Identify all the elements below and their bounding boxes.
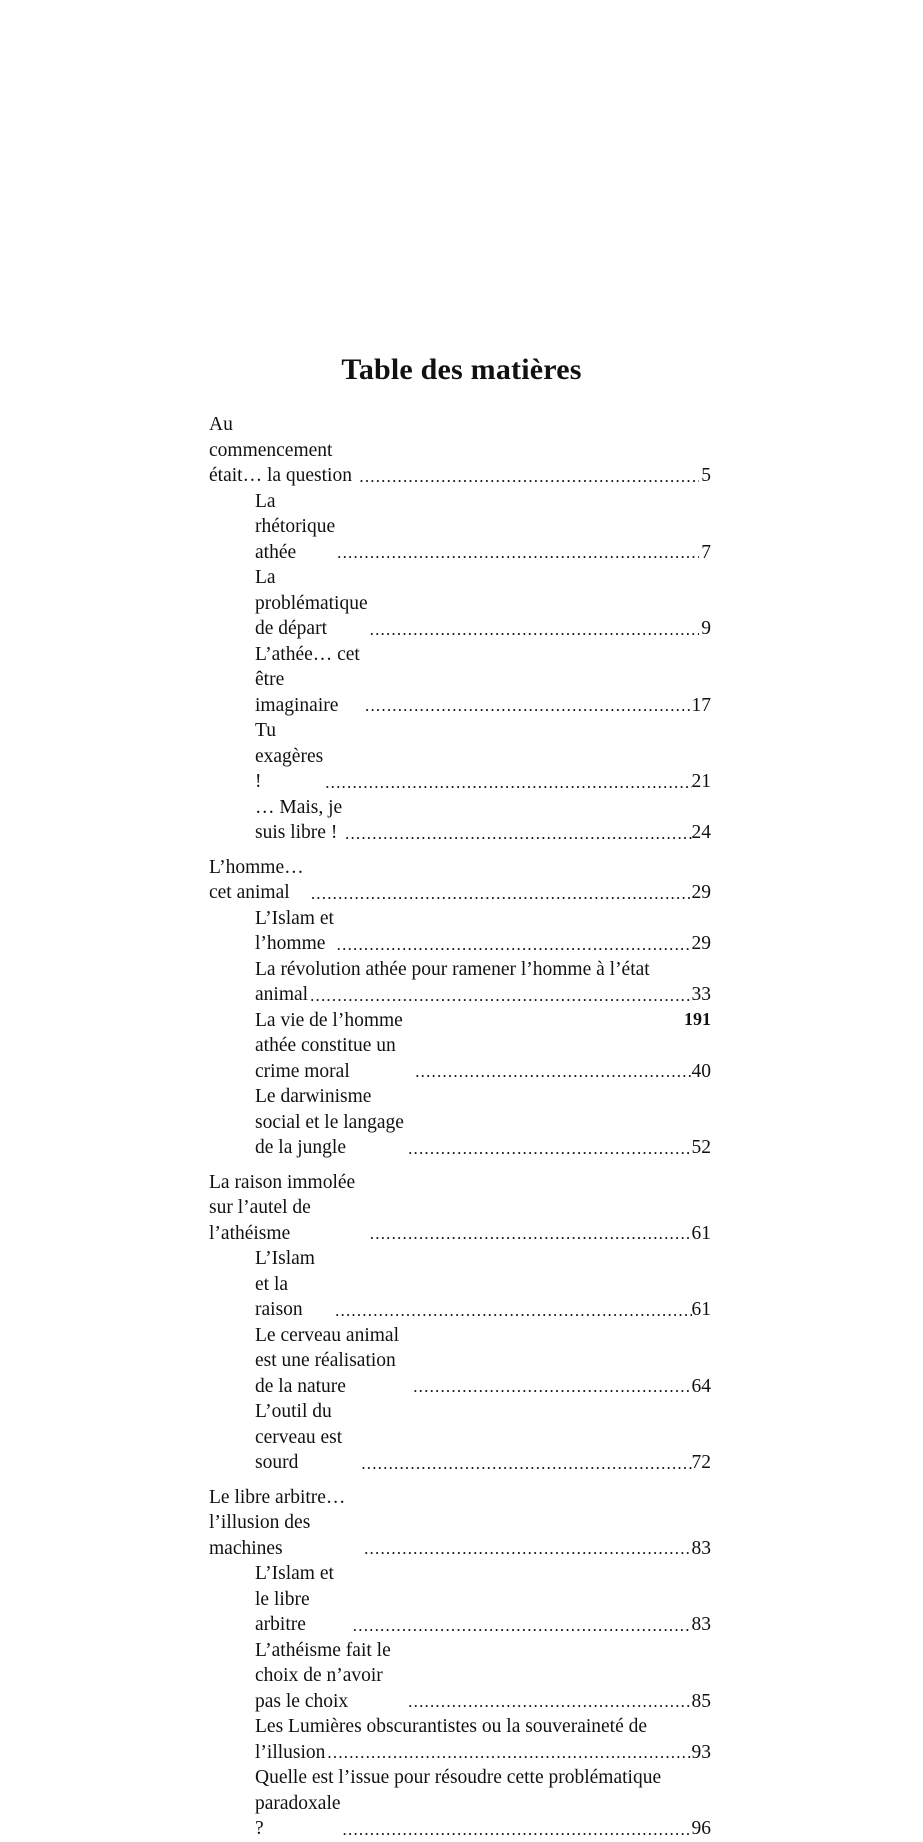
toc-entry-label: Le darwinisme social et le langage de la jungle: [255, 1086, 404, 1158]
toc-entry-label: … Mais, je suis libre !: [255, 796, 343, 843]
dot-leader: [335, 1302, 691, 1319]
toc-entry-label: L’outil du cerveau est sourd: [255, 1401, 343, 1473]
toc-entry-label-cont: animal: [255, 984, 309, 1005]
toc-entry-label: L’Islam et la raison: [255, 1248, 315, 1320]
page-number: 191: [684, 1009, 711, 1029]
dot-leader: [311, 885, 692, 902]
toc-entry-page: 29: [691, 882, 711, 903]
toc-entry[interactable]: [209, 906, 711, 957]
toc-entry-label: La révolution athée pour ramener l’homme à l’état: [255, 958, 650, 980]
toc-entry-page: 61: [691, 1222, 711, 1244]
toc-entry[interactable]: [209, 412, 711, 489]
toc-entry[interactable]: [209, 1170, 711, 1247]
toc-entry-page: 33: [691, 984, 711, 1005]
dot-leader: [370, 1225, 692, 1242]
dot-leader: [370, 621, 699, 638]
toc-entry[interactable]: [209, 1084, 711, 1161]
toc-entry-page: 96: [691, 1818, 711, 1839]
toc-entry-label: L’Islam et le libre arbitre: [255, 1563, 334, 1635]
dot-leader: [361, 1455, 691, 1472]
toc-entry-page: 5: [701, 465, 711, 486]
toc-entry[interactable]: [209, 1323, 711, 1400]
dot-leader: [359, 468, 699, 485]
toc-entry[interactable]: [209, 1399, 711, 1476]
toc-entry-page: 7: [701, 541, 711, 563]
toc-entry-page: 64: [691, 1375, 711, 1397]
toc-entry-label: La rhétorique athée: [255, 490, 336, 563]
dot-leader: [364, 1540, 691, 1557]
dot-leader: [365, 697, 691, 714]
toc-entry-label: Le cerveau animal est une réalisation de la nature: [255, 1324, 399, 1397]
toc-entry[interactable]: [209, 1638, 711, 1715]
toc-entry-label: La raison immolée sur l’autel de l’athéisme: [209, 1171, 356, 1244]
toc-entry[interactable]: [209, 957, 711, 1008]
toc-entry-page: 21: [691, 771, 711, 792]
toc-entry-label: L’athée… cet être imaginaire: [255, 643, 360, 716]
toc-entry-page: 83: [691, 1537, 711, 1559]
toc-entry[interactable]: [209, 1714, 711, 1765]
toc-entry[interactable]: [209, 795, 711, 846]
dot-leader: [408, 1140, 691, 1157]
toc-entry-page: 40: [691, 1060, 711, 1082]
page-title: Table des matières: [341, 353, 582, 387]
toc-entry-page: 52: [691, 1137, 711, 1158]
toc-entry-label: Les Lumières obscurantistes ou la souveraineté de: [255, 1716, 648, 1737]
toc-entry-page: 29: [691, 933, 711, 954]
dot-leader: [345, 825, 692, 842]
toc-entry-label: L’athéisme fait le choix de n’avoir pas le choix: [255, 1639, 391, 1712]
toc-entry[interactable]: [209, 565, 711, 642]
dot-leader: [353, 1617, 692, 1634]
toc-entry[interactable]: [209, 642, 711, 719]
toc-entry-page: 17: [691, 694, 711, 716]
toc-entry-label: Le libre arbitre… l’illusion des machines: [209, 1486, 346, 1559]
toc-entry-label-cont: paradoxale ?: [255, 1792, 341, 1839]
toc-entry-label: Tu exagères !: [255, 720, 324, 792]
toc-entry[interactable]: [209, 489, 711, 566]
toc-entry-label: Au commencement était… la question: [209, 414, 352, 486]
dot-leader: [337, 936, 692, 953]
dot-leader: [337, 544, 699, 561]
toc-entry-page: 93: [691, 1741, 711, 1763]
dot-leader: [310, 987, 691, 1004]
toc-entry[interactable]: [209, 1765, 711, 1842]
toc-entry[interactable]: [209, 718, 711, 795]
toc-entry-page: 85: [691, 1690, 711, 1712]
toc-entry-page: 24: [691, 822, 711, 843]
dot-leader: [408, 1693, 691, 1710]
toc-entry[interactable]: [209, 1561, 711, 1638]
toc-entry-label: La vie de l’homme athée constitue un crime moral: [255, 1009, 403, 1082]
dot-leader: [343, 1821, 692, 1838]
toc-entry-page: 83: [691, 1614, 711, 1635]
toc-entry[interactable]: [209, 1485, 711, 1562]
dot-leader: [325, 774, 691, 791]
dot-leader: [413, 1378, 691, 1395]
toc-entry-label: La problématique de départ: [255, 567, 368, 639]
toc-entry-page: 9: [701, 618, 711, 639]
toc-entry[interactable]: [209, 855, 711, 906]
dot-leader: [327, 1744, 691, 1761]
toc-entry-label: L’homme… cet animal: [209, 856, 304, 903]
toc-entry-label: Quelle est l’issue pour résoudre cette problématique: [255, 1767, 662, 1788]
toc-entry-page: 72: [691, 1452, 711, 1473]
dot-leader: [415, 1063, 691, 1080]
table-of-contents: [209, 412, 711, 1842]
toc-entry-page: 61: [691, 1299, 711, 1320]
toc-entry-label-cont: l’illusion: [255, 1741, 326, 1763]
toc-entry-label: L’Islam et l’homme: [255, 907, 334, 954]
toc-entry[interactable]: [209, 1246, 711, 1323]
